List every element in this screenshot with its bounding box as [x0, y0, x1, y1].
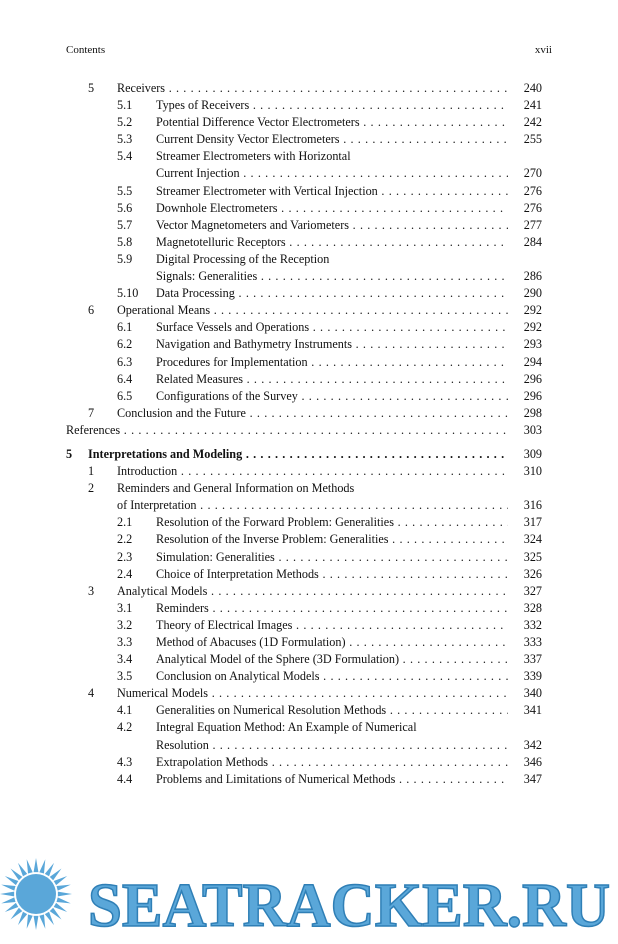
toc-entry: [66, 336, 542, 353]
toc-entry-number: 4: [88, 686, 95, 701]
sun-ray: [18, 863, 27, 876]
toc-entry-title: Procedures for Implementation . . .: [156, 354, 508, 371]
sun-ray: [45, 863, 54, 876]
toc-entry: [66, 600, 542, 617]
toc-entry-page: 298: [523, 405, 542, 420]
toc-entry-title: Resolution of the Inverse Problem: Generalities . . .: [156, 531, 508, 548]
toc-entry-title: Conclusion on Analytical Models . . .: [156, 668, 508, 685]
toc-entry-page: 316: [523, 498, 542, 513]
sun-ray: [1, 897, 15, 903]
sun-ray: [50, 869, 62, 881]
toc-entry-page: 277: [523, 217, 542, 232]
toc-entry-title: Problems and Limitations of Numerical Methods . . .: [156, 771, 508, 788]
toc-entry-page: 326: [523, 566, 542, 581]
toc-entry-title: Introduction . . .: [117, 463, 508, 480]
toc-entry-page: 293: [523, 337, 542, 352]
toc-entry-title: Configurations of the Survey . . .: [156, 388, 508, 405]
toc-entry-title: Receivers . . .: [117, 80, 508, 97]
running-head: Contents: [66, 44, 106, 56]
sun-ray: [34, 916, 39, 930]
toc-entry: [66, 371, 542, 388]
toc-entry-number: 2.3: [117, 549, 133, 564]
toc-entry-title: Numerical Models . . .: [117, 685, 508, 702]
toc-entry: [66, 651, 542, 668]
toc-entry-title: Digital Processing of the Reception: [156, 251, 330, 266]
toc-entry-number: 5.5: [117, 183, 133, 198]
toc-entry: [66, 668, 542, 685]
sun-ray: [54, 903, 67, 912]
toc-entry-page: 327: [523, 583, 542, 598]
toc-entry: [66, 285, 542, 302]
toc-entry: [66, 148, 542, 165]
toc-entry-number: 6.2: [117, 337, 133, 352]
toc-entry: [66, 549, 542, 566]
toc-entry-page: 332: [523, 617, 542, 632]
toc-entry-number: 5: [88, 81, 95, 95]
toc-entry-page: 324: [523, 532, 542, 547]
toc-entry-page: 270: [523, 166, 542, 181]
toc-entry-page: 309: [523, 446, 542, 461]
toc-entry-number: 2.4: [117, 566, 133, 581]
toc-entry: [66, 583, 542, 600]
toc-entry-title: Resolution of the Forward Problem: Generalities . . .: [156, 514, 508, 531]
toc-entry-number: 2.1: [117, 515, 133, 530]
toc-entry-title: Navigation and Bathymetry Instruments . . .: [156, 336, 508, 353]
sun-ray: [39, 859, 45, 873]
toc-entry-page: 241: [523, 98, 542, 113]
toc-entry: [66, 480, 542, 497]
toc-entry: [66, 114, 542, 131]
toc-entry-number: 5.2: [117, 115, 133, 130]
toc-entry: [66, 446, 542, 463]
toc-entry: [66, 97, 542, 114]
toc-entry-title: of Interpretation . . .: [117, 497, 508, 514]
toc-entry: [66, 737, 542, 754]
sun-ray: [0, 892, 14, 897]
toc-entry: [66, 463, 542, 480]
toc-entry-page: 317: [523, 515, 542, 530]
toc-entry-number: 4.1: [117, 703, 133, 718]
toc-entry-page: 292: [523, 303, 542, 318]
toc-entry-number: 2.2: [117, 532, 133, 547]
toc-entry-title: Streamer Electrometers with Horizontal: [156, 149, 351, 164]
toc-entry-page: 339: [523, 669, 542, 684]
toc-entry-number: 4.2: [117, 720, 133, 735]
toc-entry: [66, 422, 542, 439]
toc-entry-number: 3.1: [117, 600, 133, 615]
sun-ray: [5, 876, 18, 885]
toc-entry-page: 310: [523, 464, 542, 479]
sun-ray: [57, 885, 71, 891]
toc-entry-title: Theory of Electrical Images . . .: [156, 617, 508, 634]
toc-entry-page: 255: [523, 132, 542, 147]
toc-entry-number: 6.5: [117, 388, 133, 403]
toc-entry-title: Potential Difference Vector Electrometers . . .: [156, 114, 508, 131]
toc-entry: [66, 354, 542, 371]
toc-entry-page: 325: [523, 549, 542, 564]
toc-entry: [66, 702, 542, 719]
toc-entry-page: 276: [523, 200, 542, 215]
toc-entry-title: Vector Magnetometers and Variometers . . .: [156, 217, 508, 234]
toc-entry: [66, 302, 542, 319]
sun-ray: [27, 859, 33, 873]
toc-entry-page: 294: [523, 354, 542, 369]
toc-entry-number: 6.1: [117, 320, 133, 335]
toc-entry-title: Operational Means . . .: [117, 302, 508, 319]
toc-entry: [66, 217, 542, 234]
sun-ray: [11, 908, 23, 920]
sun-ray: [57, 897, 71, 903]
watermark-text: SEATRACKER.RU: [88, 872, 610, 940]
toc-entry-number: 3.2: [117, 617, 133, 632]
toc-entry: [66, 319, 542, 336]
toc-entry-title: Reminders . . .: [156, 600, 508, 617]
watermark: [0, 848, 618, 944]
toc-entry-page: 296: [523, 388, 542, 403]
toc-entry-title: Choice of Interpretation Methods . . .: [156, 566, 508, 583]
toc-entry: [66, 405, 542, 422]
toc-entry-number: 7: [88, 405, 95, 420]
toc-entry-number: 5.4: [117, 149, 133, 164]
toc-entry-page: 276: [523, 183, 542, 198]
toc-entry-title: Surface Vessels and Operations . . .: [156, 319, 508, 336]
toc-entry-number: 3.4: [117, 652, 133, 667]
sun-ray: [50, 908, 62, 920]
toc-entry-page: 341: [523, 703, 542, 718]
sun-ray: [5, 903, 18, 912]
toc-entry-number: 5.6: [117, 200, 133, 215]
toc-entry: [66, 183, 542, 200]
toc-entry-number: 5.8: [117, 234, 133, 249]
toc-entry-page: 333: [523, 635, 542, 649]
toc-entry-title: Downhole Electrometers . . .: [156, 200, 508, 217]
page-header: [66, 44, 552, 60]
toc-entry-number: 3.5: [117, 669, 133, 684]
toc-entry-title: Signals: Generalities . . .: [156, 268, 508, 285]
sun-ray: [54, 876, 67, 885]
toc-entry-page: 342: [523, 737, 542, 752]
sun-ray: [58, 892, 72, 897]
toc-entry-title: Interpretations and Modeling . . .: [88, 446, 508, 463]
toc-entry: [66, 165, 542, 182]
toc-entry-page: 240: [523, 81, 542, 95]
toc-entry-page: 340: [523, 686, 542, 701]
toc-entry-title: Magnetotelluric Receptors . . .: [156, 234, 508, 251]
toc-entry-page: 346: [523, 754, 542, 769]
sun-ray: [11, 869, 23, 881]
toc-entry: [66, 617, 542, 634]
toc-entry: [66, 771, 542, 788]
toc-entry-title: Integral Equation Method: An Example of Numerical: [156, 720, 417, 735]
sun-ray: [39, 915, 45, 929]
toc-entry: [66, 514, 542, 531]
toc-entry-title: Streamer Electrometer with Vertical Injection . . .: [156, 183, 508, 200]
sun-ray: [34, 858, 39, 872]
toc-entry-title: Resolution . . .: [156, 737, 508, 754]
toc-entry-title: Current Density Vector Electrometers . . .: [156, 131, 508, 148]
toc-entry-number: 4.4: [117, 771, 133, 786]
toc-entry-number: 1: [88, 464, 95, 479]
toc-entry-page: 328: [523, 600, 542, 615]
toc-entry-number: 6.4: [117, 371, 133, 386]
toc-entry-page: 290: [523, 286, 542, 301]
toc-entry-number: 3: [88, 583, 95, 598]
table-of-contents: [66, 80, 542, 788]
toc-entry-number: 4.3: [117, 754, 133, 769]
toc-entry-number: 5.7: [117, 217, 133, 232]
toc-entry-title: Method of Abacuses (1D Formulation) . . .: [156, 634, 508, 651]
toc-entry-title: Data Processing . . .: [156, 285, 508, 302]
toc-entry-title: Related Measures . . .: [156, 371, 508, 388]
toc-entry: [66, 80, 542, 97]
page-number: xvii: [534, 44, 552, 56]
toc-entry-number: 2: [88, 481, 95, 496]
toc-entry-page: 284: [523, 234, 542, 249]
toc-entry: [66, 388, 542, 405]
toc-entry-title: Generalities on Numerical Resolution Methods . . .: [156, 702, 508, 719]
toc-entry-page: 347: [523, 771, 542, 786]
toc-entry: [66, 200, 542, 217]
sun-ray: [18, 912, 27, 925]
sun-ray: [27, 915, 33, 929]
toc-entry: [66, 719, 542, 736]
sun-ray: [45, 912, 54, 925]
toc-entry-number: 5.9: [117, 251, 133, 266]
toc-entry-title: Analytical Models . . .: [117, 583, 508, 600]
toc-entry: [66, 531, 542, 548]
toc-entry-number: 5.3: [117, 132, 133, 147]
toc-entry-title: Reminders and General Information on Methods: [117, 481, 355, 496]
toc-entry-page: 337: [523, 652, 542, 667]
toc-entry-page: 292: [523, 320, 542, 335]
toc-entry: [66, 268, 542, 285]
toc-entry-title: Conclusion and the Future . . .: [117, 405, 508, 422]
toc-entry-title: References . . .: [66, 422, 508, 439]
sun-ray: [1, 885, 15, 891]
toc-entry-title: Types of Receivers . . .: [156, 97, 508, 114]
toc-entry-number: 5.10: [117, 286, 139, 301]
toc-entry: [66, 234, 542, 251]
toc-entry: [66, 251, 542, 268]
toc-entry-number: 5.1: [117, 98, 133, 113]
toc-entry-page: 296: [523, 371, 542, 386]
toc-entry: [66, 497, 542, 514]
toc-entry-number: 3.3: [117, 635, 133, 649]
sun-icon: [0, 858, 72, 930]
toc-entry: [66, 131, 542, 148]
toc-entry-number: 6.3: [117, 354, 133, 369]
toc-entry-page: 286: [523, 269, 542, 284]
toc-entry-title: Analytical Model of the Sphere (3D Formulation) . . .: [156, 651, 508, 668]
toc-entry-page: 303: [523, 422, 542, 437]
toc-entry: [66, 634, 542, 651]
toc-entry-page: 242: [523, 115, 542, 130]
toc-entry-number: 6: [88, 303, 95, 318]
toc-entry-title: Simulation: Generalities . . .: [156, 549, 508, 566]
toc-entry-title: Extrapolation Methods . . .: [156, 754, 508, 771]
toc-entry-number: 5: [66, 446, 73, 461]
toc-entry: [66, 685, 542, 702]
toc-entry-title: Current Injection . . .: [156, 165, 508, 182]
toc-entry: [66, 566, 542, 583]
toc-entry: [66, 754, 542, 771]
